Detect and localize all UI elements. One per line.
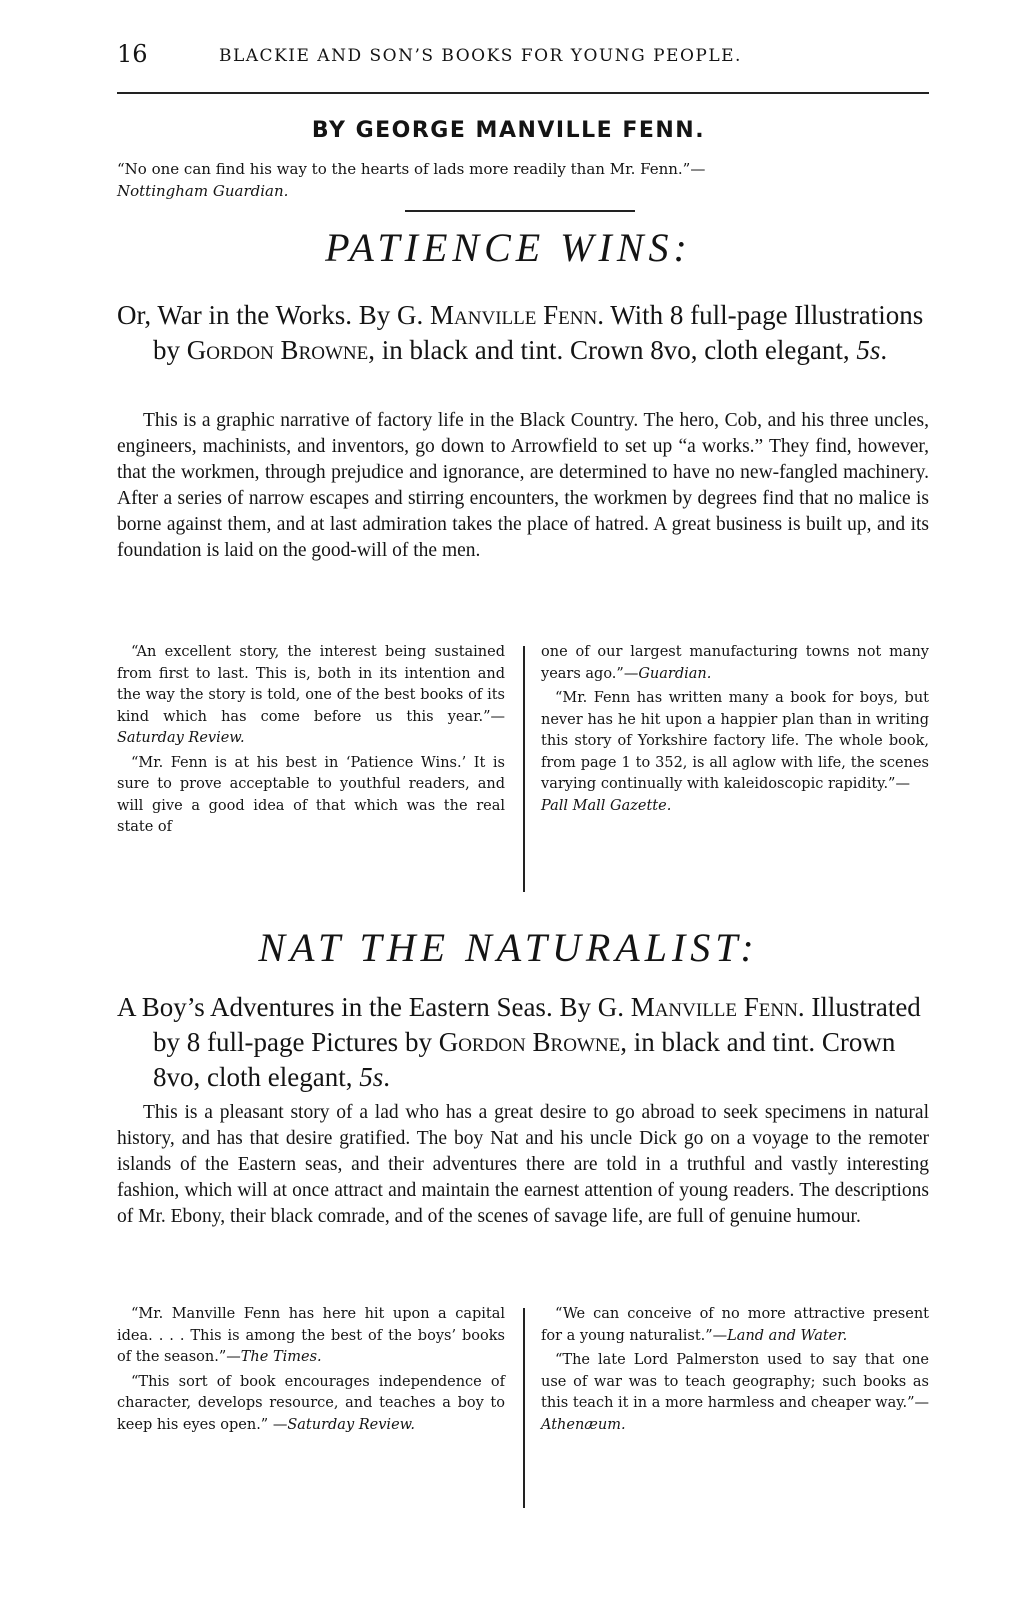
section-rule [405, 210, 635, 212]
subtitle-illustrator: Gordon Browne [438, 1027, 621, 1057]
review-text: “Mr. Fenn is at his best in ‘Patience Wins.’ It is sure to prove acceptable to youthful readers, and will give a good idea of that which was the real state of [117, 754, 505, 835]
subtitle-illustrator: Gordon Browne [186, 335, 369, 365]
review-source: Saturday Review. [117, 730, 245, 746]
review-text: one of our largest manufacturing towns not many years ago.”— [541, 644, 929, 682]
subtitle-text: . [383, 1062, 390, 1092]
book-subtitle-patience-wins [117, 298, 937, 368]
review-quote [117, 1372, 505, 1437]
review-quote [541, 642, 929, 685]
subtitle-text: , in black and tint. Crown 8vo, cloth elegant, [153, 1027, 896, 1092]
page-number: 16 [117, 40, 148, 68]
reviews-nat-the-naturalist [117, 1304, 929, 1514]
subtitle-text: . With 8 full-page Illustrations by [153, 300, 924, 365]
review-text: “The late Lord Palmerston used to say that one use of war was to teach geography; such books as this teach it in a more harmless and cheaper way.”— [541, 1352, 929, 1411]
review-source: Saturday Review. [287, 1416, 415, 1433]
review-source: The Times. [240, 1349, 322, 1365]
review-source: Athenæum. [541, 1416, 626, 1433]
review-text: “Mr. Fenn has written many a book for boys, but never has he hit upon a happier plan than in writing this story of Yorkshire factory life. The whole book, from page 1 to 352, is all aglow with life, the scenes varying continually with kaleidoscopic rapidity.”— [541, 690, 929, 792]
review-text: “An excellent story, the interest being sustained from first to last. This is, both in its intention and the way the story is told, one of the best books of its kind which has come before us this year.”— [117, 644, 505, 725]
book-description-patience-wins: This is a graphic narrative of factory life in the Black Country. The hero, Cob, and his three uncles, engineers, machinists, and inventors, go down to Arrowfield to set up “a works.” They find, however, that the workmen, through prejudice and ignorance, are determined to have no new-fangled machinery. After a series of narrow escapes and stirring encounters, the workmen by degrees find that no malice is borne against them, and at last admiration takes the place of hatred. A great business is built up, and its foundation is laid on the good-will of the men. [117, 410, 929, 561]
author-epigraph [117, 158, 937, 202]
column-divider [523, 1308, 525, 1508]
author-heading: BY GEORGE MANVILLE FENN. [311, 118, 706, 143]
subtitle-author: Manville Fenn [630, 992, 798, 1022]
reviews-patience-wins [117, 642, 929, 898]
review-source: Pall Mall Gazette. [541, 797, 672, 814]
subtitle-text: , in black and tint. Crown 8vo, cloth elegant, [368, 335, 857, 365]
review-quote [541, 688, 929, 817]
review-source: Guardian. [638, 665, 712, 682]
subtitle-text: . Illustrated by 8 full-page Pictures by [153, 992, 921, 1057]
book-description-nat-the-naturalist: This is a pleasant story of a lad who has a great desire to go abroad to seek specimens in natural history, and has that desire gratified. The boy Nat and his uncle Dick go on a voyage to the remoter islands of the Eastern seas, and their adventures there are told in a truthful and vastly interesting fashion, which will at once attract and maintain the earnest attention of young readers. The descriptions of Mr. Ebony, their black comrade, and of the scenes of savage life, are full of genuine humour. [117, 1102, 929, 1227]
running-title: BLACKIE AND SON’S BOOKS FOR YOUNG PEOPLE. [219, 46, 742, 66]
book-title-nat-the-naturalist: NAT THE NATURALIST: [258, 925, 759, 970]
running-header [117, 40, 927, 74]
review-text: “Mr. Manville Fenn has here hit upon a capital idea. . . . This is among the best of the boys’ books of the season.”— [117, 1306, 505, 1365]
review-quote [541, 1304, 929, 1347]
reviews-left-column [117, 1304, 505, 1439]
epigraph-quote: “No one can find his way to the hearts of lads more readily than Mr. Fenn.”— [117, 160, 706, 178]
review-text: “This sort of book encourages independence of character, develops resource, and teaches a boy to keep his eyes open.” — [117, 1373, 505, 1433]
subtitle-text: . [880, 335, 888, 365]
review-quote [541, 1350, 929, 1436]
book-title-patience-wins: PATIENCE WINS: [325, 225, 692, 270]
review-quote [117, 1304, 505, 1369]
book-subtitle-nat-the-naturalist [117, 990, 937, 1095]
review-text: “We can conceive of no more attractive present for a young naturalist.”— [541, 1306, 929, 1344]
subtitle-author: Manville Fenn [430, 300, 598, 330]
subtitle-text: Or, War in the Works. By G. [117, 300, 431, 330]
subtitle-price: 5s [359, 1062, 384, 1092]
subtitle-price: 5s [856, 335, 881, 365]
column-divider [523, 646, 525, 892]
review-quote [117, 642, 505, 750]
subtitle-text: A Boy’s Adventures in the Eastern Seas. By G. [117, 992, 631, 1022]
reviews-right-column [541, 1304, 929, 1439]
review-quote [117, 753, 505, 839]
reviews-left-column [117, 642, 505, 842]
reviews-right-column [541, 642, 929, 820]
review-source: Land and Water. [727, 1327, 848, 1344]
epigraph-source: Nottingham Guardian. [117, 182, 289, 200]
header-rule [117, 92, 929, 94]
